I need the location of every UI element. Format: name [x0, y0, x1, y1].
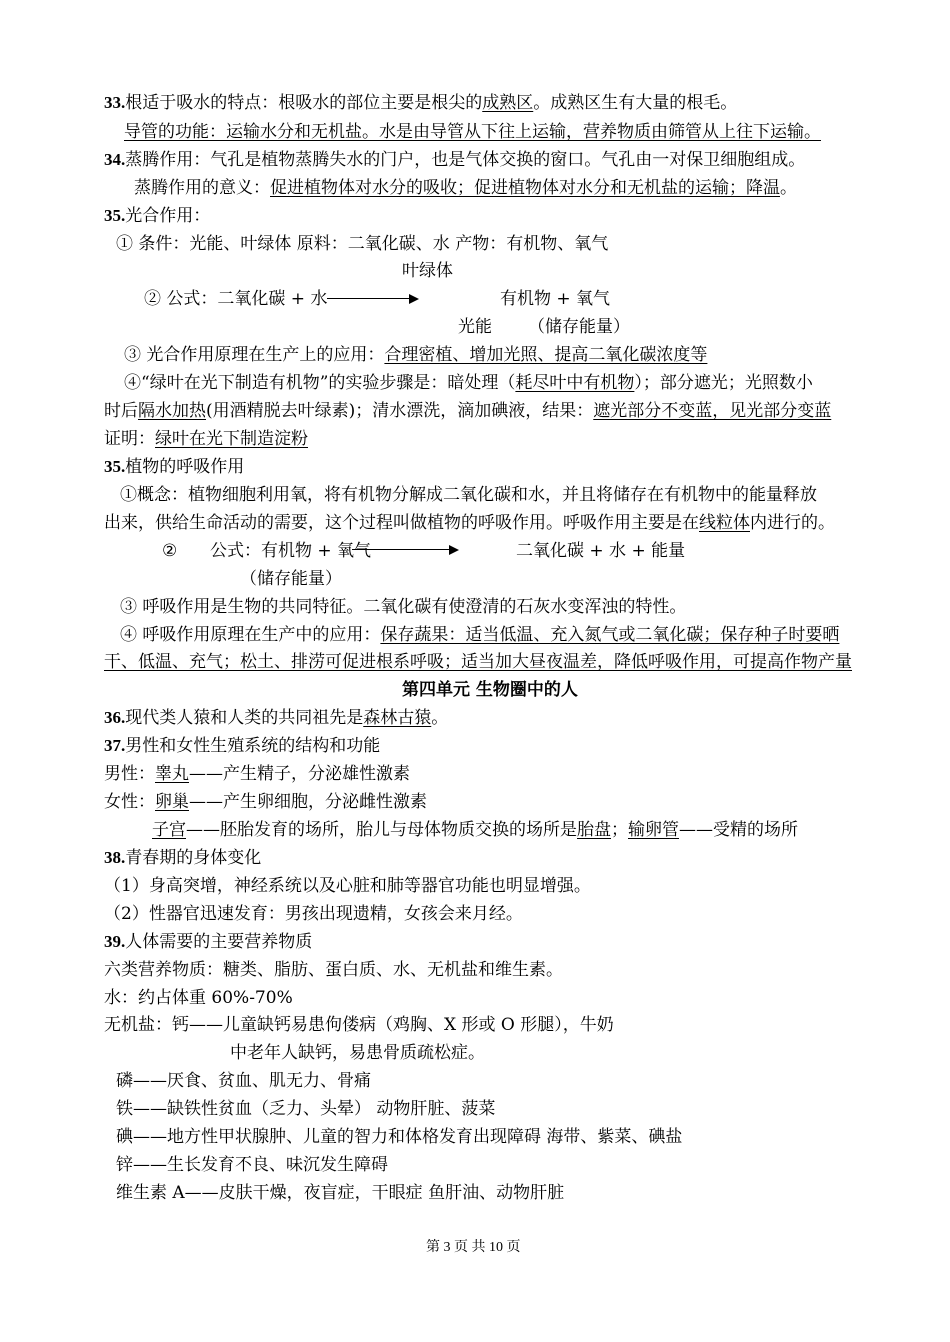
- heading-text: 第四单元 生物圈中的人: [402, 680, 578, 700]
- reaction-arrow-icon: [409, 294, 419, 304]
- text: ——产生卵细胞，分泌雌性激素: [189, 792, 427, 812]
- underlined-text: 合理密植、增加光照、提高二氧化碳浓度等: [384, 345, 708, 365]
- underlined-text: 导管的功能：运输水分和无机盐。水是由导管从下往上运输，营养物质由筛管从上往下运输。: [124, 122, 821, 142]
- respiration-application-line2: [104, 651, 852, 673]
- text: 锌——生长发育不良、味沉发生障碍: [116, 1155, 388, 1175]
- page-footer: [426, 1236, 521, 1256]
- item-34-line2: [134, 177, 797, 199]
- text: (用酒精脱去叶绿素)；清水漂洗，滴加碘液，结果：: [206, 401, 594, 421]
- underlined-text: 绿叶在光下制造淀粉: [155, 429, 308, 449]
- text: 水：约占体重 60%-70%: [104, 988, 293, 1008]
- text: 蒸腾作用：气孔是植物蒸腾失水的门户，也是气体交换的窗口。气孔由一对保卫细胞组成。: [125, 150, 806, 170]
- experiment-line3: [104, 428, 308, 450]
- text: 有机物 + 氧气: [500, 289, 611, 309]
- text: 人体需要的主要营养物质: [125, 932, 313, 952]
- text: 铁——缺铁性贫血（乏力、头晕） 动物肝脏、菠菜: [116, 1099, 496, 1119]
- item-36: [104, 707, 448, 729]
- phosphorus-line: [116, 1070, 371, 1092]
- underlined-term: 线粒体: [699, 513, 750, 533]
- text: 碘——地方性甲状腺肿、儿童的智力和体格发育出现障碍 海带、紫菜、碘盐: [116, 1127, 683, 1147]
- item-number: 39.: [104, 932, 126, 951]
- respiration-concept-line2: [104, 512, 835, 534]
- item-39-title: [104, 931, 312, 953]
- text: ④“绿叶在光下制造有机物”的实验步骤是：暗处理（: [124, 373, 516, 393]
- photosynthesis-conditions: [116, 233, 608, 255]
- experiment-line1: [124, 372, 813, 394]
- text: 无机盐：钙——儿童缺钙易患佝偻病（鸡胸、X 形或 O 形腿），牛奶: [104, 1015, 614, 1035]
- iron-line: [116, 1098, 495, 1120]
- text: 青春期的身体变化: [125, 848, 262, 868]
- respiration-products: [516, 540, 685, 562]
- text: ②: [162, 541, 178, 561]
- item-35b-title: [104, 456, 244, 478]
- reaction-arrow-line: [327, 298, 409, 299]
- respiration-formula-note: [240, 568, 342, 590]
- uterus-line: [152, 819, 798, 841]
- text: ④ 呼吸作用原理在生产中的应用：: [120, 625, 381, 645]
- text: （储存能量）: [240, 569, 342, 589]
- text: 证明：: [104, 429, 155, 449]
- item-34-line1: [104, 149, 805, 171]
- text: ——产生精子，分泌雄性激素: [189, 764, 410, 784]
- item-number: 35.: [104, 457, 126, 476]
- text: 植物的呼吸作用: [125, 457, 245, 477]
- text: 磷——厌食、贫血、肌无力、骨痛: [116, 1071, 371, 1091]
- underlined-text: 隔水加热: [138, 401, 206, 421]
- page-number: 第 3 页 共 10 页: [426, 1240, 521, 1255]
- underlined-text: 促进植物体对水分的吸收；促进植物体对水分和无机盐的运输；降温: [270, 178, 780, 198]
- text: （2）性器官迅速发育：男孩出现遗精，女孩会来月经。: [104, 904, 523, 924]
- zinc-line: [116, 1154, 388, 1176]
- underlined-term: 胎盘: [577, 820, 611, 840]
- photosynthesis-products: [500, 288, 610, 310]
- item-33-line2: [124, 121, 821, 143]
- text: （1）身高突增，神经系统以及心脏和肺等器官功能也明显增强。: [104, 876, 591, 896]
- item-number: 33.: [104, 93, 126, 112]
- text: ② 公式：二氧化碳 + 水: [144, 289, 328, 309]
- text: ① 条件：光能、叶绿体 原料：二氧化碳、水 产物：有机物、氧气: [116, 234, 609, 254]
- text: 二氧化碳 + 水 + 能量: [516, 541, 686, 561]
- underlined-text: 遮光部分不变蓝，见光部分变蓝: [593, 401, 832, 421]
- photosynthesis-formula: [144, 288, 327, 310]
- text: 六类营养物质：糖类、脂肪、蛋白质、水、无机盐和维生素。: [104, 960, 563, 980]
- text: 叶绿体: [402, 261, 453, 281]
- text: 。: [780, 178, 797, 198]
- text: 现代类人猿和人类的共同祖先是: [125, 708, 364, 728]
- text: 。成熟区生有大量的根毛。: [533, 93, 738, 113]
- underlined-term: 子宫: [152, 820, 186, 840]
- underlined-text: 耗尽叶中有机物: [515, 373, 635, 393]
- puberty-point-1: [104, 875, 591, 897]
- respiration-application-line1: [120, 624, 839, 646]
- respiration-formula: [210, 540, 371, 562]
- text: 时后: [104, 401, 138, 421]
- underlined-text: 保存蔬果：适当低温、充入氮气或二氧化碳；保存种子时要晒: [380, 625, 840, 645]
- text: 内进行的。: [750, 513, 835, 533]
- text: ③ 光合作用原理在生产上的应用：: [124, 345, 385, 365]
- text: （储存能量）: [528, 317, 630, 337]
- formula-above-label: [402, 260, 453, 282]
- underlined-term: 成熟区: [482, 93, 534, 113]
- text: ——胚胎发育的场所，胎儿与母体物质交换的场所是: [186, 820, 577, 840]
- underlined-term: 森林古猿: [363, 708, 432, 728]
- reaction-arrow-icon: [449, 545, 459, 555]
- text: 光合作用：: [125, 206, 211, 226]
- underlined-term: 输卵管: [628, 820, 679, 840]
- item-33-line1: [104, 92, 737, 114]
- respiration-feature: [120, 596, 686, 618]
- experiment-line2: [104, 400, 831, 422]
- formula-below-note: [528, 316, 630, 338]
- text: ）；部分遮光；光照数小: [634, 373, 813, 393]
- male-line: [104, 763, 410, 785]
- text: 。: [431, 708, 449, 728]
- item-number: 38.: [104, 848, 126, 867]
- text: ；: [611, 820, 628, 840]
- unit-heading: [402, 679, 578, 701]
- item-35-title: [104, 205, 210, 227]
- text: 蒸腾作用的意义：: [134, 178, 270, 198]
- item-number: 37.: [104, 736, 126, 755]
- iodine-line: [116, 1126, 682, 1148]
- text: 男性：: [104, 764, 155, 784]
- text: ①概念：植物细胞利用氧，将有机物分解成二氧化碳和水，并且将储存在有机物中的能量释放: [120, 485, 817, 505]
- puberty-point-2: [104, 903, 523, 925]
- water-line: [104, 987, 293, 1009]
- text: ③ 呼吸作用是生物的共同特征。二氧化碳有使澄清的石灰水变浑浊的特性。: [120, 597, 687, 617]
- item-number: 34.: [104, 150, 126, 169]
- vitamin-a-line: [116, 1182, 564, 1204]
- text: 光能: [458, 317, 492, 337]
- text: 出来，供给生命活动的需要，这个过程叫做植物的呼吸作用。呼吸作用主要是在: [104, 513, 699, 533]
- item-number: 36.: [104, 708, 126, 727]
- underlined-text: 干、低温、充气；松土、排涝可促进根系呼吸；适当加大昼夜温差，降低呼吸作用，可提高作物产量: [104, 652, 852, 672]
- text: 公式：有机物 + 氧气: [210, 541, 372, 561]
- calcium-line2: [230, 1042, 485, 1064]
- text: 中老年人缺钙，易患骨质疏松症。: [230, 1043, 485, 1063]
- respiration-formula-number: [162, 540, 177, 562]
- text: 维生素 A——皮肤干燥，夜盲症，干眼症 鱼肝油、动物肝脏: [116, 1183, 565, 1203]
- underlined-term: 睾丸: [155, 764, 189, 784]
- photosynthesis-application: [124, 344, 707, 366]
- item-number: 35.: [104, 206, 126, 225]
- six-nutrients: [104, 959, 563, 981]
- formula-below-label: [458, 316, 492, 338]
- text: 根适于吸水的特点：根吸水的部位主要是根尖的: [125, 93, 483, 113]
- text: 女性：: [104, 792, 155, 812]
- reaction-arrow-line: [352, 549, 450, 550]
- text: 男性和女性生殖系统的结构和功能: [125, 736, 381, 756]
- item-37-title: [104, 735, 380, 757]
- item-38-title: [104, 847, 261, 869]
- calcium-line1: [104, 1014, 614, 1036]
- respiration-concept-line1: [120, 484, 817, 506]
- female-line: [104, 791, 427, 813]
- text: ——受精的场所: [679, 820, 798, 840]
- underlined-term: 卵巢: [155, 792, 189, 812]
